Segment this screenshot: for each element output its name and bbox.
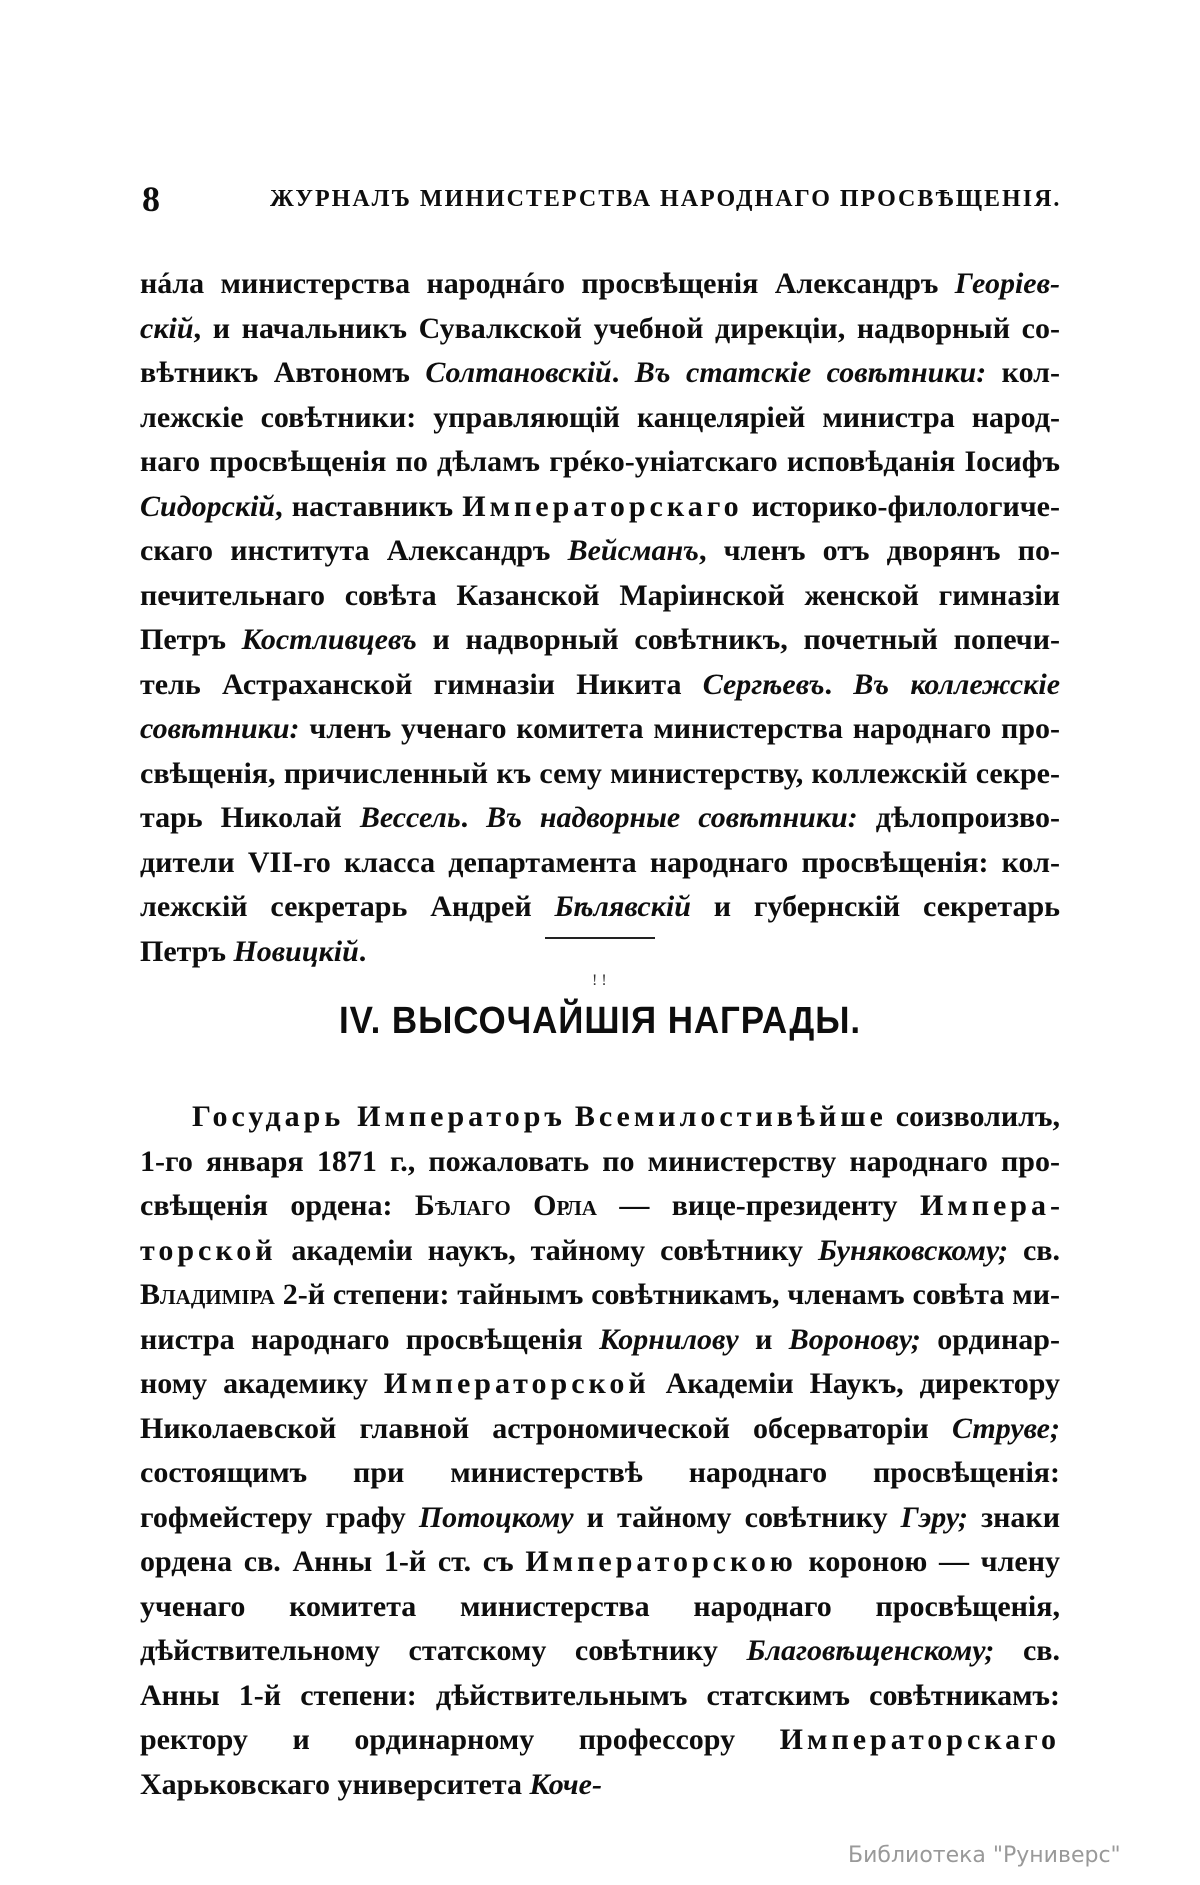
text-run: , наставникъ [275, 489, 463, 523]
running-title: ЖУРНАЛЪ МИНИСТЕРСТВА НАРОДНАГО ПРОСВѢЩЕНІЯ. [270, 186, 1062, 212]
name-bunyakovsky: Буняковскому; [817, 1233, 1009, 1267]
text-run: и тайному совѣтнику [573, 1500, 901, 1534]
text-run: знаки ордена св. Анны 1-й ст. съ [140, 1500, 1060, 1578]
name-voronov: Воронову; [788, 1322, 921, 1356]
page-header [140, 170, 1060, 220]
text-run: Академіи Наукъ, директору Николаевской главной астрономической обсерваторіи [140, 1367, 1060, 1445]
page-number: 8 [142, 179, 160, 219]
text-run: св. [1008, 1233, 1060, 1267]
text-run: нáла министерства народнáго просвѣщенія Александръ [140, 267, 955, 300]
text-run: и губернскій секретарь Петръ [140, 890, 1060, 968]
name-blagoveshchensky: Благовѣщенскому; [746, 1634, 995, 1667]
spaced-vsemilostiveyshe: Всемилостивѣйше [574, 1100, 887, 1133]
text-run: дѣлопроизводители VII-го класса департамента народнаго просвѣщенія: коллежскій секретарь Андрей [140, 801, 1061, 923]
text-run: членъ ученаго комитета министерства народнаго просвѣщенія, причисленный къ сему министерству, коллежскій секретарь Николай [140, 712, 1060, 834]
spaced-imperatorskoyu: Императорскою [525, 1545, 797, 1578]
rank-heading-court-councillors: Въ надворные совѣтники: [486, 801, 858, 834]
print-speck: ! ! [592, 972, 607, 989]
spaced-imperatorskago-univ: Императорскаго [779, 1723, 1060, 1756]
text-run: . [358, 934, 367, 968]
name-struve: Струве; [951, 1411, 1060, 1445]
text-run: св. Анны 1-й степени: дѣйствительнымъ статскимъ совѣтникамъ: ректору и ординарному профессору [140, 1634, 1060, 1756]
section-divider [545, 937, 655, 939]
name-vessel: Вессель [359, 801, 461, 834]
name-soltanovsky: Солтановскій [425, 356, 612, 389]
name-novitsky: Новицкій [233, 934, 359, 968]
name-geru: Гэру; [900, 1500, 968, 1534]
paragraph-awards [140, 1095, 1060, 1807]
section-heading: IV. ВЫСОЧАЙШІЯ НАГРАДЫ. [338, 1000, 862, 1042]
paragraph-appointments [140, 262, 1060, 974]
name-koche: Коче- [529, 1767, 602, 1801]
text-run: коллежскіе совѣтники: управляющій канцеляріей министра народнаго просвѣщенія по дѣламъ грéко-уніатскаго исповѣданія Іосифъ [140, 356, 1061, 478]
rank-heading-state-councillors: Въ статскіе совѣтники: [634, 356, 987, 389]
name-belyavsky: Бѣлявскій [554, 890, 691, 923]
spaced-imperatorskoy-akademii: Императорской [383, 1367, 650, 1400]
spaced-imperatorskago: Императорскаго [462, 489, 743, 523]
text-run: — вице-президенту [596, 1189, 920, 1222]
name-sergeev: Сергѣевъ [702, 667, 825, 701]
order-white-eagle: Бѣлаго Орла [414, 1189, 597, 1222]
name-weisman: Вейсманъ [567, 534, 699, 567]
text-run: историко-филологическаго института Александръ [140, 489, 1061, 567]
text-run: короною — члену ученаго комитета министерства народнаго просвѣщенія, дѣйствительному статскому совѣтнику [140, 1545, 1060, 1667]
spaced-imperatorskoy: Императорской [140, 1189, 1060, 1267]
text-run: состоящимъ при министерствѣ народнаго просвѣщенія: гофмейстеру графу [140, 1456, 1060, 1534]
text-run [566, 1100, 575, 1133]
library-watermark: Библиотека "Руниверс" [848, 1843, 1121, 1868]
name-kostlivtsev: Костливцевъ [241, 623, 417, 656]
text-run: , членъ отъ дворянъ попечительнаго совѣта Казанской Маріинской женской гимназіи Петръ [140, 534, 1060, 656]
text-run: академіи наукъ, тайному совѣтнику [276, 1233, 818, 1267]
text-run: и надворный совѣтникъ, почетный попечитель Астраханской гимназіи Никита [140, 623, 1060, 701]
name-pototsky: Потоцкому [418, 1500, 574, 1534]
text-run: . [611, 356, 635, 389]
rank-heading-collegiate-councillors: Въ коллежскіе совѣтники: [140, 667, 1061, 745]
spaced-gosudar-imperator: Государь Императоръ [192, 1100, 566, 1133]
text-run: соизволилъ, 1-го января 1871 г., пожаловать по министерству народнаго просвѣщенiя ордена: [140, 1100, 1060, 1222]
text-run: 2-й степени: тайнымъ совѣтникамъ, членамъ совѣта министра народнаго просвѣщенія [140, 1278, 1060, 1356]
order-vladimir: Владиміра [140, 1278, 275, 1311]
name-sidorsky: Сидорскій [140, 489, 276, 523]
text-run: . [460, 801, 487, 834]
text-run: ординарному академику [140, 1322, 1060, 1400]
text-run: и [738, 1322, 789, 1356]
text-run: , и начальникъ Сувалкской учебной дирекціи, надворный совѣтникъ Автономъ [140, 311, 1060, 389]
text-run: . [824, 667, 854, 701]
name-georgievsky: Георiевскій [140, 267, 1060, 345]
name-kornilov: Корнилову [599, 1322, 739, 1356]
text-run: Харьковскаго университета [140, 1767, 530, 1801]
